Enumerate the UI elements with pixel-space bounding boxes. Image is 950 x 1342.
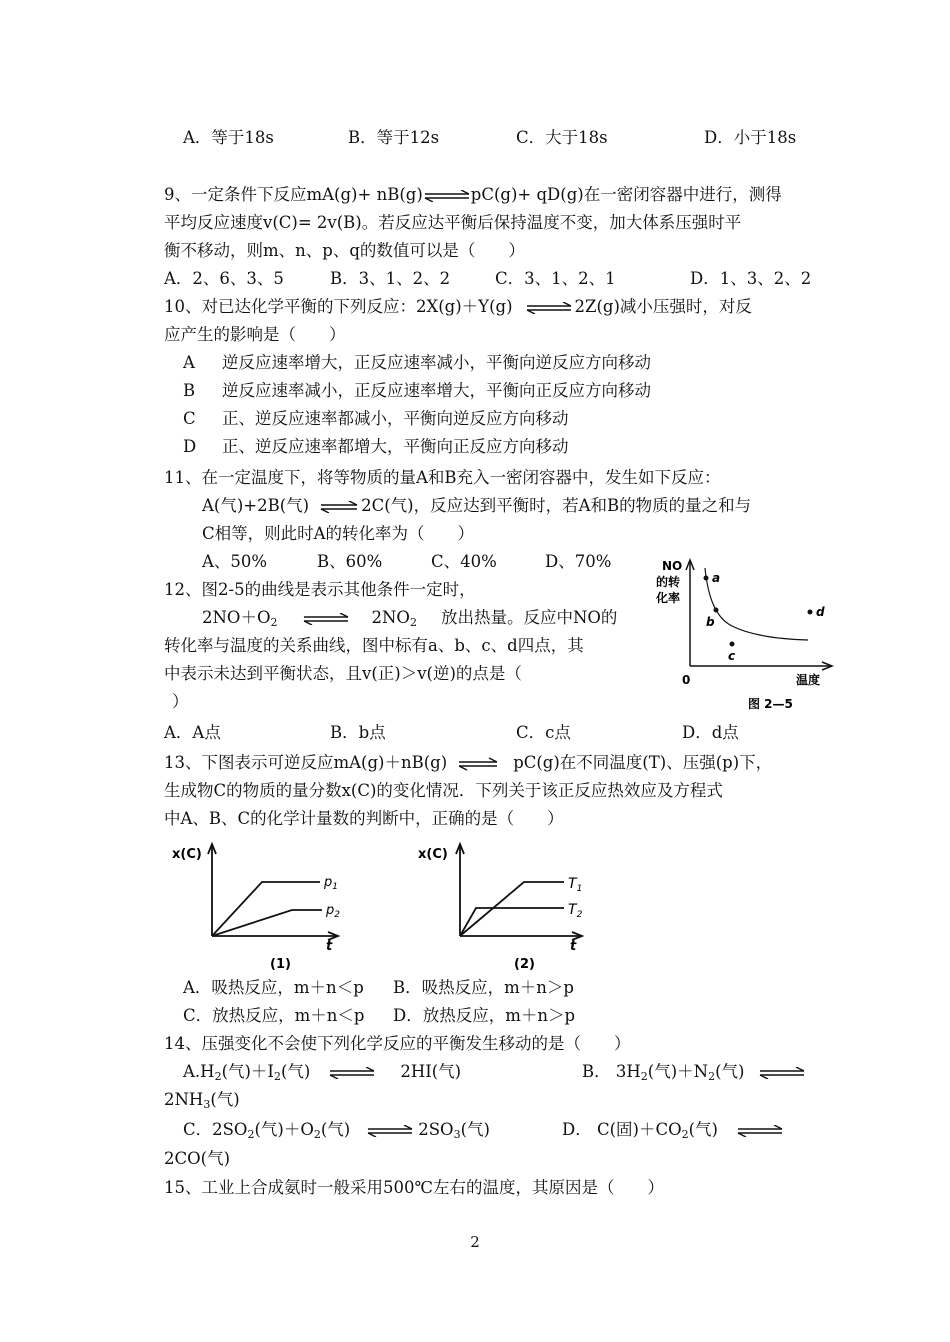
fig1-label-p1: $p_1$ (324, 875, 338, 892)
q12-option-c: C．c点 (516, 723, 571, 742)
fig25-point-a (704, 576, 709, 581)
q12-line-3: 转化率与温度的关系曲线，图中标有a、b、c、d四点，其 (164, 636, 584, 655)
q9-option-d: D．1、3、2、2 (690, 269, 812, 288)
q8-option-a: A．等于18s (183, 128, 274, 147)
q11-line-1: 11、在一定温度下，将等物质的量A和B充入一密闭容器中，发生如下反应： (164, 468, 721, 487)
q11-option-b: B、60% (317, 552, 383, 571)
q11-option-a: A、50% (202, 552, 268, 571)
q13-line-3: 中A、B、C的化学计量数的判断中，正确的是（ ） (164, 809, 564, 828)
q14-option-d: D． C(固)$+CO_2$(气) (562, 1119, 784, 1146)
q11-line-3: C相等，则此时A的转化率为（ ） (202, 524, 475, 543)
fig2-label-t2: $T_2$ (568, 902, 583, 920)
q13-option-d: D．放热反应，m＋n＞p (393, 1006, 576, 1025)
equilibrium-arrow-icon (525, 302, 573, 314)
fig2-label-t1: $T_1$ (568, 876, 583, 894)
q15-line-1: 15、工业上合成氨时一般采用500℃左右的温度，其原因是（ ） (164, 1178, 664, 1197)
fig25-label-a: a (712, 571, 721, 585)
fig25-label-d: d (816, 605, 825, 619)
fig25-xlabel: 温度 (796, 673, 821, 687)
fig25-point-d (808, 610, 813, 615)
equilibrium-arrow-icon (423, 190, 471, 202)
q10-option-d-text: 正、逆反应速率都增大，平衡向正反应方向移动 (222, 437, 569, 456)
q9-option-c: C．3、1、2、1 (495, 269, 616, 288)
q11-option-d: D、70% (545, 552, 612, 571)
q12-option-a: A．A点 (164, 723, 221, 742)
q10-option-a-text: 逆反应速率增大，正反应速率减小，平衡向逆反应方向移动 (222, 353, 651, 372)
q14-option-b-product: $2NH_3$(气) (164, 1090, 240, 1111)
q9-line-2: 平均反应速度v(C)= 2v(B)。若反应达平衡后保持温度不变，加大体系压强时平 (164, 213, 742, 232)
q14-option-d-product: 2CO(气) (164, 1149, 231, 1168)
q10-option-c-letter: C (183, 409, 196, 428)
q13-line-1: 13、下图表示可逆反应mA(g)＋nB(g) pC(g)在不同温度(T)、压强(p)下， (164, 753, 773, 772)
q14-line-1: 14、压强变化不会使下列化学反应的平衡发生移动的是（ ） (164, 1034, 631, 1053)
fig1-curve-p1 (212, 882, 320, 936)
q10-line-1: 10、对已达化学平衡的下列反应：2X(g)＋Y(g) 2Z(g)减小压强时，对反 (164, 297, 752, 316)
equilibrium-arrow-icon (328, 1067, 376, 1079)
fig25-label-b: b (706, 615, 715, 629)
equilibrium-arrow-icon (736, 1125, 784, 1137)
q13-figure-1 (170, 838, 350, 974)
q10-option-b-text: 逆反应速率减小，正反应速率增大，平衡向正反应方向移动 (222, 381, 651, 400)
q12-line-4: 中表示未达到平衡状态，且v(正)＞v(逆)的点是（ (164, 664, 522, 683)
fig2-caption: (2) (514, 957, 535, 972)
fig1-label-p2: $p_2$ (326, 903, 340, 920)
q11-line-2: A(气)+2B(气) 2C(气)，反应达到平衡时，若A和B的物质的量之和与 (202, 496, 752, 515)
equilibrium-arrow-icon (319, 501, 359, 513)
q12-line-5: ） (172, 692, 189, 711)
q13-option-a: A．吸热反应，m＋n＜p (183, 978, 364, 997)
fig1-ylabel: x(C) (172, 847, 202, 862)
fig2-xlabel: t (570, 939, 577, 954)
equilibrium-arrow-icon (302, 613, 350, 625)
fig25-ylabel-2: 的转 (656, 575, 681, 589)
q14-option-a: $A.H_2$(气)$+I_2$(气) 2HI(气) (183, 1062, 462, 1083)
fig1-curve-p2 (212, 910, 322, 936)
q9-option-b: B．3、1、2、2 (330, 269, 451, 288)
fig25-point-c (730, 642, 735, 647)
fig25-label-c: c (728, 649, 736, 663)
figure-2-5 (648, 548, 838, 718)
q10-option-b-letter: B (183, 381, 196, 400)
fig1-xlabel: t (326, 939, 333, 954)
fig2-ylabel: x(C) (418, 847, 448, 862)
fig25-curve (705, 568, 808, 640)
equilibrium-arrow-icon (366, 1125, 414, 1137)
fig1-caption: (1) (270, 957, 291, 972)
q14-option-c: C．$2SO_2$(气)$+O_2$(气) $2SO_3$(气) (183, 1120, 490, 1141)
q12-line-1: 12、图2-5的曲线是表示其他条件一定时， (164, 580, 476, 599)
q12-option-b: B．b点 (330, 723, 386, 742)
equilibrium-arrow-icon (758, 1067, 806, 1079)
q9-line-3: 衡不移动，则m、n、p、q的数值可以是（ ） (164, 241, 525, 260)
q14-option-b: B． $3H_2$(气)$+N_2$(气) (582, 1061, 806, 1088)
q13-option-b: B．吸热反应，m＋n＞p (393, 978, 574, 997)
q8-option-b: B．等于12s (348, 128, 440, 147)
q10-option-d-letter: D (183, 437, 197, 456)
page-number: 2 (470, 1233, 480, 1251)
q13-line-2: 生成物C的物质的量分数x(C)的变化情况．下列关于该正反应热效应及方程式 (164, 781, 723, 800)
q10-line-2: 应产生的影响是（ ） (164, 325, 346, 344)
q10-option-a-letter: A (183, 353, 195, 372)
q12-option-d: D．d点 (682, 723, 739, 742)
q11-option-c: C、40% (431, 552, 497, 571)
q8-option-c: C．大于18s (516, 128, 608, 147)
fig25-caption: 图 2—5 (748, 697, 793, 711)
fig25-point-b (714, 608, 719, 613)
q9-line-1: 9、一定条件下反应mA(g)+ nB(g) pC(g)+ qD(g)在一密闭容器中进行，测得 (164, 185, 782, 204)
q13-figure-2 (416, 838, 596, 974)
q13-option-c: C．放热反应，m＋n＜p (183, 1006, 365, 1025)
q10-option-c-text: 正、逆反应速率都减小，平衡向逆反应方向移动 (222, 409, 569, 428)
fig25-origin: 0 (682, 673, 691, 687)
q9-option-a: A．2、6、3、5 (164, 269, 284, 288)
fig25-ylabel-1: NO (662, 559, 683, 573)
fig25-ylabel-3: 化率 (656, 591, 681, 605)
equilibrium-arrow-icon (457, 757, 499, 771)
q12-equation: $2NO+O_2$ $2NO_2$ 放出热量。反应中NO的 (202, 608, 618, 629)
q8-option-d: D．小于18s (704, 128, 797, 147)
